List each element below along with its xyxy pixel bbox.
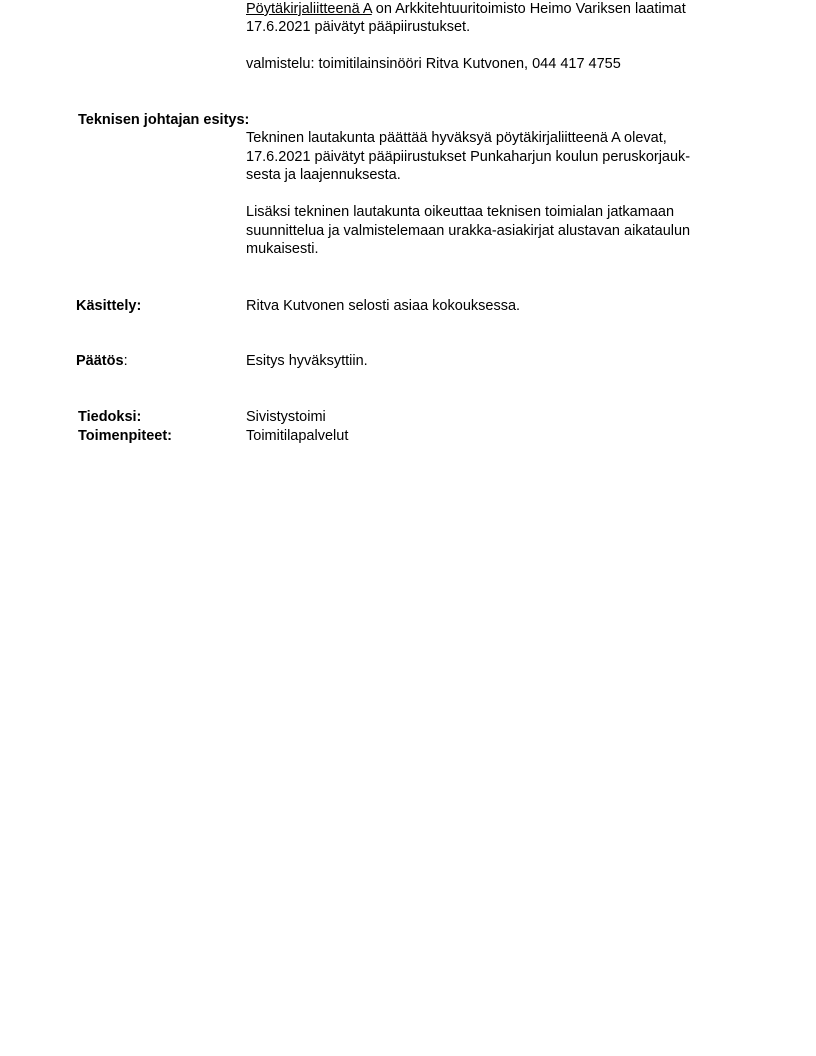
handling-text: Ritva Kutvonen selosti asiaa kokouksessa. — [246, 298, 521, 314]
intro-line-1-rest: on Arkkitehtuuritoimisto Heimo Variksen laatimat — [371, 1, 686, 17]
actions-label: Toimenpiteet: — [78, 428, 172, 444]
proposal-para1-line-2: 17.6.2021 päivätyt pääpiirustukset Punkaharjun koulun peruskorjauk- — [246, 149, 691, 165]
handling-label: Käsittely: — [76, 298, 142, 314]
intro-line-1 — [246, 0, 686, 18]
proposal-label: Teknisen johtajan esitys: — [78, 112, 250, 128]
proposal-para1-line-3: sesta ja laajennuksesta. — [246, 167, 401, 183]
actions-value: Toimitilapalvelut — [246, 428, 349, 444]
proposal-para2-line-1: Lisäksi tekninen lautakunta oikeuttaa teknisen toimialan jatkamaan — [246, 204, 675, 220]
decision-label-text: Päätös — [76, 353, 124, 369]
decision-text: Esitys hyväksyttiin. — [246, 353, 368, 369]
proposal-para1-line-1: Tekninen lautakunta päättää hyväksyä pöytäkirjaliitteenä A olevat, — [246, 130, 667, 146]
info-label: Tiedoksi: — [78, 409, 142, 425]
preparer-line: valmistelu: toimitilainsinööri Ritva Kutvonen, 044 417 4755 — [246, 56, 621, 72]
intro-line-2: 17.6.2021 päivätyt pääpiirustukset. — [246, 19, 471, 35]
attachment-link[interactable]: Pöytäkirjaliitteenä A — [246, 1, 372, 17]
proposal-para2-line-2: suunnittelua ja valmistelemaan urakka-asiakirjat alustavan aikataulun — [246, 223, 691, 239]
proposal-para2-line-3: mukaisesti. — [246, 241, 319, 257]
decision-label-colon: : — [123, 353, 128, 369]
decision-label — [76, 352, 128, 370]
info-value: Sivistystoimi — [246, 409, 326, 425]
